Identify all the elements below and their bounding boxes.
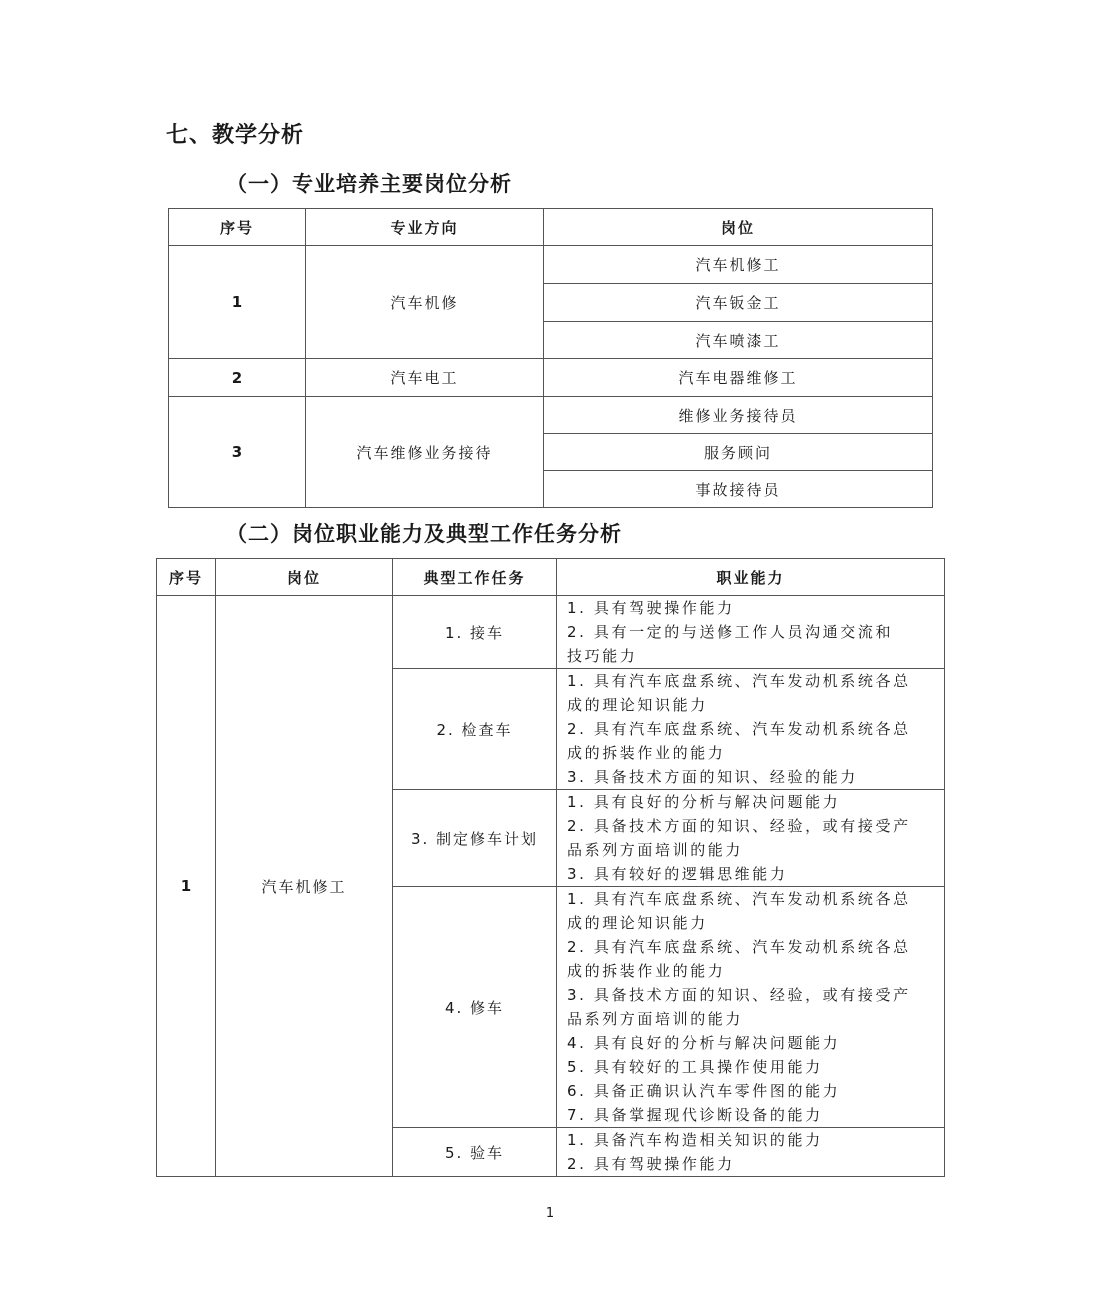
header-cell: 岗位 (216, 559, 393, 596)
header-cell: 典型工作任务 (393, 559, 557, 596)
task-cell: 4. 修车 (393, 887, 557, 1128)
table-row (157, 596, 945, 669)
header-cell: 专业方向 (306, 209, 544, 246)
abilities-table (156, 558, 945, 1177)
table-header-row (169, 209, 933, 246)
ability-cell (557, 596, 945, 669)
subsection-title-abilities: （二）岗位职业能力及典型工作任务分析 (226, 522, 622, 546)
header-cell: 序号 (157, 559, 216, 596)
ability-line: 1. 具有良好的分析与解决问题能力 (567, 793, 841, 811)
task-cell: 5. 验车 (393, 1128, 557, 1177)
ability-cell (557, 1128, 945, 1177)
direction-cell: 汽车电工 (306, 359, 544, 397)
section-title: 七、教学分析 (166, 123, 305, 148)
ability-line: 成的理论知识能力 (567, 696, 708, 714)
subsection-title-posts: （一）专业培养主要岗位分析 (226, 172, 512, 196)
post-cell: 汽车电器维修工 (544, 359, 933, 397)
row-number: 3 (169, 397, 306, 508)
direction-cell: 汽车机修 (306, 246, 544, 359)
task-cell: 2. 检查车 (393, 669, 557, 790)
ability-line: 3. 具备技术方面的知识、经验的能力 (567, 768, 858, 786)
ability-line: 2. 具有汽车底盘系统、汽车发动机系统各总 (567, 938, 911, 956)
table-row (169, 397, 933, 434)
ability-line: 品系列方面培训的能力 (567, 1010, 744, 1028)
ability-cell (557, 669, 945, 790)
header-cell: 序号 (169, 209, 306, 246)
page-number: 1 (545, 1206, 555, 1221)
row-number: 1 (157, 596, 216, 1177)
ability-line: 成的理论知识能力 (567, 914, 708, 932)
table-row (169, 246, 933, 284)
task-cell: 1. 接车 (393, 596, 557, 669)
ability-line: 品系列方面培训的能力 (567, 841, 744, 859)
header-cell: 岗位 (544, 209, 933, 246)
table-row (169, 359, 933, 397)
ability-line: 4. 具有良好的分析与解决问题能力 (567, 1034, 841, 1052)
ability-line: 5. 具有较好的工具操作使用能力 (567, 1058, 823, 1076)
row-number: 2 (169, 359, 306, 397)
posts-table (168, 208, 933, 508)
task-cell: 3. 制定修车计划 (393, 790, 557, 887)
post-cell: 维修业务接待员 (544, 397, 933, 434)
ability-cell (557, 790, 945, 887)
post-cell: 事故接待员 (544, 471, 933, 508)
ability-line: 成的拆装作业的能力 (567, 744, 726, 762)
table-header-row (157, 559, 945, 596)
ability-line: 1. 具有汽车底盘系统、汽车发动机系统各总 (567, 890, 911, 908)
ability-line: 7. 具备掌握现代诊断设备的能力 (567, 1106, 823, 1124)
ability-line: 6. 具备正确识认汽车零件图的能力 (567, 1082, 841, 1100)
post-cell: 汽车机修工 (216, 596, 393, 1177)
post-cell: 服务顾问 (544, 434, 933, 471)
ability-line: 2. 具有汽车底盘系统、汽车发动机系统各总 (567, 720, 911, 738)
post-cell: 汽车钣金工 (544, 284, 933, 322)
ability-line: 成的拆装作业的能力 (567, 962, 726, 980)
ability-line: 3. 具备技术方面的知识、经验，或有接受产 (567, 986, 911, 1004)
header-cell: 职业能力 (557, 559, 945, 596)
ability-line: 1. 具备汽车构造相关知识的能力 (567, 1131, 823, 1149)
post-cell: 汽车机修工 (544, 246, 933, 284)
ability-line: 2. 具有驾驶操作能力 (567, 1155, 735, 1173)
ability-line: 1. 具有汽车底盘系统、汽车发动机系统各总 (567, 672, 911, 690)
ability-line: 2. 具有一定的与送修工作人员沟通交流和 (567, 623, 894, 641)
ability-line: 1. 具有驾驶操作能力 (567, 599, 735, 617)
ability-line: 2. 具备技术方面的知识、经验，或有接受产 (567, 817, 911, 835)
ability-line: 3. 具有较好的逻辑思维能力 (567, 865, 788, 883)
ability-cell (557, 887, 945, 1128)
direction-cell: 汽车维修业务接待 (306, 397, 544, 508)
row-number: 1 (169, 246, 306, 359)
post-cell: 汽车喷漆工 (544, 322, 933, 359)
ability-line: 技巧能力 (567, 647, 638, 665)
